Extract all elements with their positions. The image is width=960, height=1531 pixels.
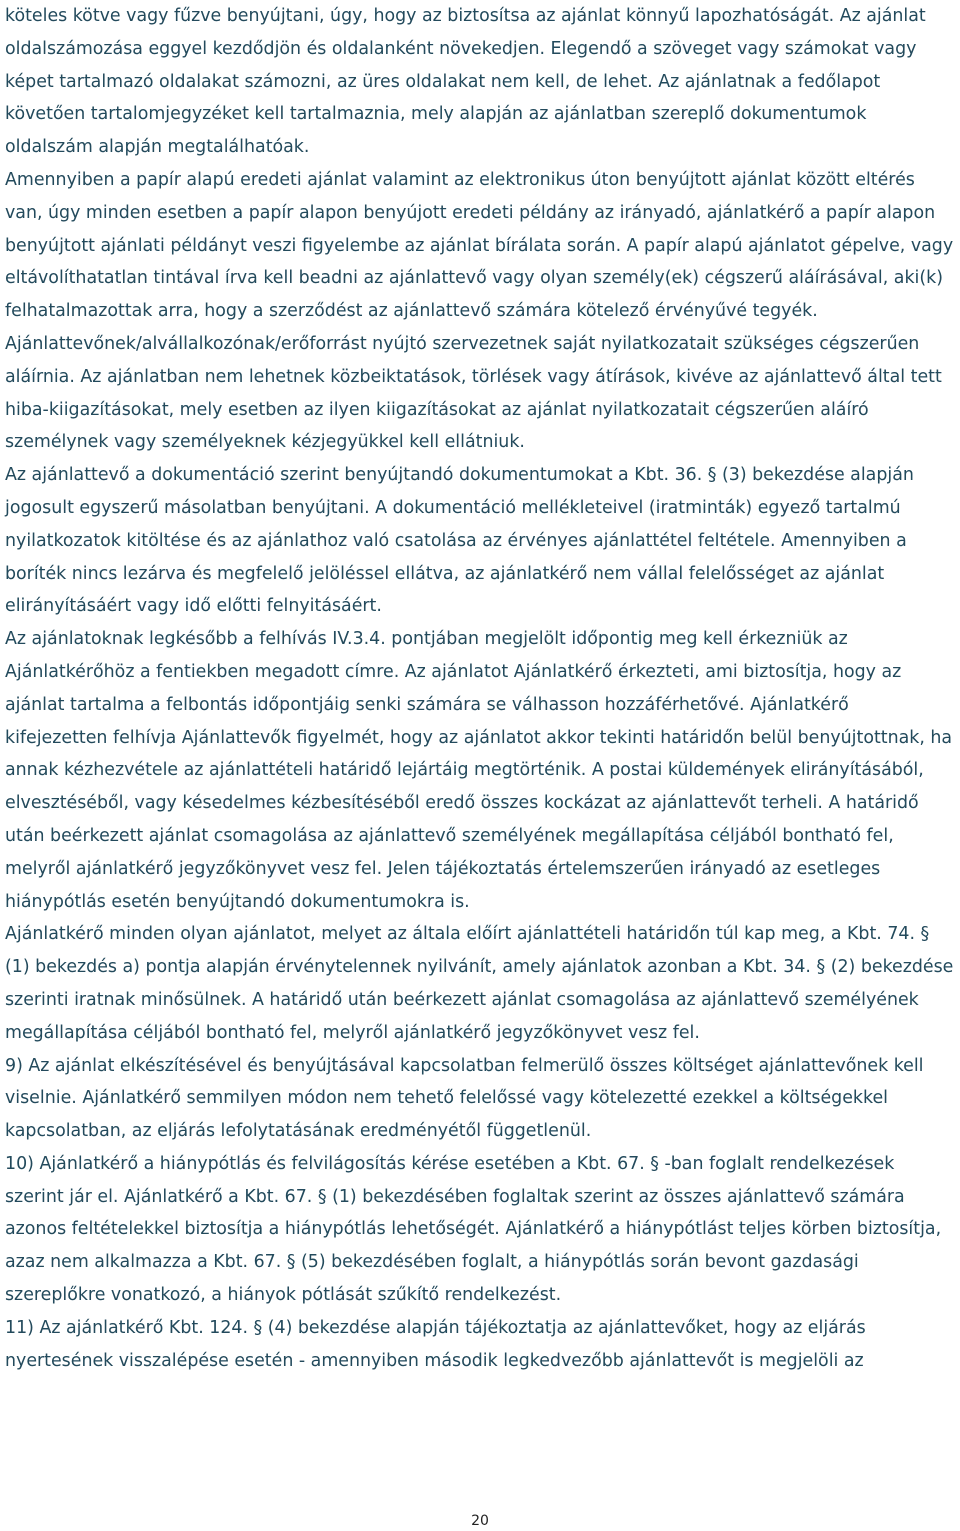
paragraph-paper-vs-electronic: Amennyiben a papír alapú eredeti ajánlat valamint az elektronikus úton benyújtott ajánlat között eltérés van, úgy minden esetben a papír alapon benyújott eredeti példány az irányadó, ajánlatkérő a papír alapon benyújtott ajánlati példányt veszi figyelembe az ajánlat bírálata során. A papír alapú ajánlatot gépelve, vagy eltávolíthatatlan tintával írva kell beadni az ajánlattevő vagy olyan személy(ek) cégszerű aláírásával, aki(k) felhatalmazottak arra, hogy a szerződést az ajánlattevő számára kötelező érvényűvé tegyék. Ajánlattevőnek/alvállalkozónak/erőforrást nyújtó szervezetnek saját nyilatkozatait szükséges cégszerűen aláírnia. Az ajánlatban nem lehetnek közbeiktatások, törlések vagy átírások, kivéve az ajánlattevő által tett hiba-kiigazításokat, mely esetben az ilyen kiigazításokat az ajánlat nyilatkozatait cégszerűen aláíró személynek vagy személyeknek kézjegyükkel kell ellátniuk.	[5, 169, 954, 453]
paragraph-binding-requirements: köteles kötve vagy fűzve benyújtani, úgy, hogy az biztosítsa az ajánlat könnyű lapozhatóságát. Az ajánlat oldalszámozása eggyel kezdődjön és oldalanként növekedjen. Elegendő a szöveget vagy számokat vagy képet tartalmazó oldalakat számozni, az üres oldalakat nem kell, de lehet. Az ajánlatnak a fedőlapot követően tartalomjegyzéket kell tartalmaznia, mely alapján az ajánlatban szereplő dokumentumok oldalszám alapján megtalálhatóak.	[5, 6, 926, 158]
paragraph-winner-withdrawal: 11) Az ajánlatkérő Kbt. 124. § (4) bekezdése alapján tájékoztatja az ajánlattevőket, hogy az eljárás nyertesének visszalépése esetén - amennyiben második legkedvezőbb ajánlattevőt is megjelöli az	[5, 1317, 866, 1371]
paragraph-submission-deadline: Az ajánlatoknak legkésőbb a felhívás IV.3.4. pontjában megjelölt időpontig meg kell érkezniük az Ajánlatkérőhöz a fentiekben megadott címre. Az ajánlatot Ajánlatkérő érkezteti, ami biztosítja, hogy az ajánlat tartalma a felbontás időpontjáig senki számára se válhasson hozzáférhetővé. Ajánlatkérő kifejezetten felhívja Ajánlattevők figyelmét, hogy az ajánlatot akkor tekinti határidőn belül benyújtottnak, ha annak kézhezvétele az ajánlattételi határidő lejártáig megtörténik. A postai küldemények elirányításából, elvesztéséből, vagy késedelmes kézbesítéséből eredő összes kockázat az ajánlattevőt terheli. A határidő után beérkezett ajánlat csomagolása az ajánlattevő személyének megállapítása céljából bontható fel, melyről ajánlatkérő jegyzőkönyvet vesz fel. Jelen tájékoztatás értelemszerűen irányadó az esetleges hiánypótlás esetén benyújtandó dokumentumokra is.	[5, 629, 953, 912]
document-body	[5, 0, 955, 1377]
paragraph-copies-and-envelope: Az ajánlattevő a dokumentáció szerint benyújtandó dokumentumokat a Kbt. 36. § (3) bekezdése alapján jogosult egyszerű másolatban benyújtani. A dokumentáció mellékleteivel (iratminták) egyező tartalmú nyilatkozatok kitöltése és az ajánlathoz való csatolása az érvényes ajánlattétel feltétele. Amennyiben a boríték nincs lezárva és megfelelő jelöléssel ellátva, az ajánlatkérő nem vállal felelősséget az ajánlat elirányításáért vagy idő előtti felnyitásáért.	[5, 465, 914, 617]
page-number: 20	[471, 1513, 489, 1529]
paragraph-deficiency-remedy: 10) Ajánlatkérő a hiánypótlás és felvilágosítás kérése esetében a Kbt. 67. § -ban foglalt rendelkezések szerint jár el. Ajánlatkérő a Kbt. 67. § (1) bekezdésében foglaltak szerint az összes ajánlattevő számára azonos feltételekkel biztosítja a hiánypótlás lehetőségét. Ajánlatkérő a hiánypótlást teljes körben biztosítja, azaz nem alkalmazza a Kbt. 67. § (5) bekezdésében foglalt, a hiánypótlás során bevont gazdasági szereplőkre vonatkozó, a hiányok pótlását szűkítő rendelkezést.	[5, 1153, 942, 1306]
paragraph-late-submission: Ajánlatkérő minden olyan ajánlatot, melyet az általa előírt ajánlattételi határidőn túl kap meg, a Kbt. 74. § (1) bekezdés a) pontja alapján érvénytelennek nyilvánít, amely ajánlatok azonban a Kbt. 34. § (2) bekezdése szerinti iratnak minősülnek. A határidő után beérkezett ajánlat csomagolása az ajánlattevő személyének megállapítása céljából bontható fel, melyről ajánlatkérő jegyzőkönyvet vesz fel.	[5, 924, 954, 1043]
paragraph-costs: 9) Az ajánlat elkészítésével és benyújtásával kapcsolatban felmerülő összes költséget ajánlattevőnek kell viselnie. Ajánlatkérő semmilyen módon nem tehető felelőssé vagy kötelezetté ezekkel a költségekkel kapcsolatban, az eljárás lefolytatásának eredményétől függetlenül.	[5, 1055, 924, 1142]
